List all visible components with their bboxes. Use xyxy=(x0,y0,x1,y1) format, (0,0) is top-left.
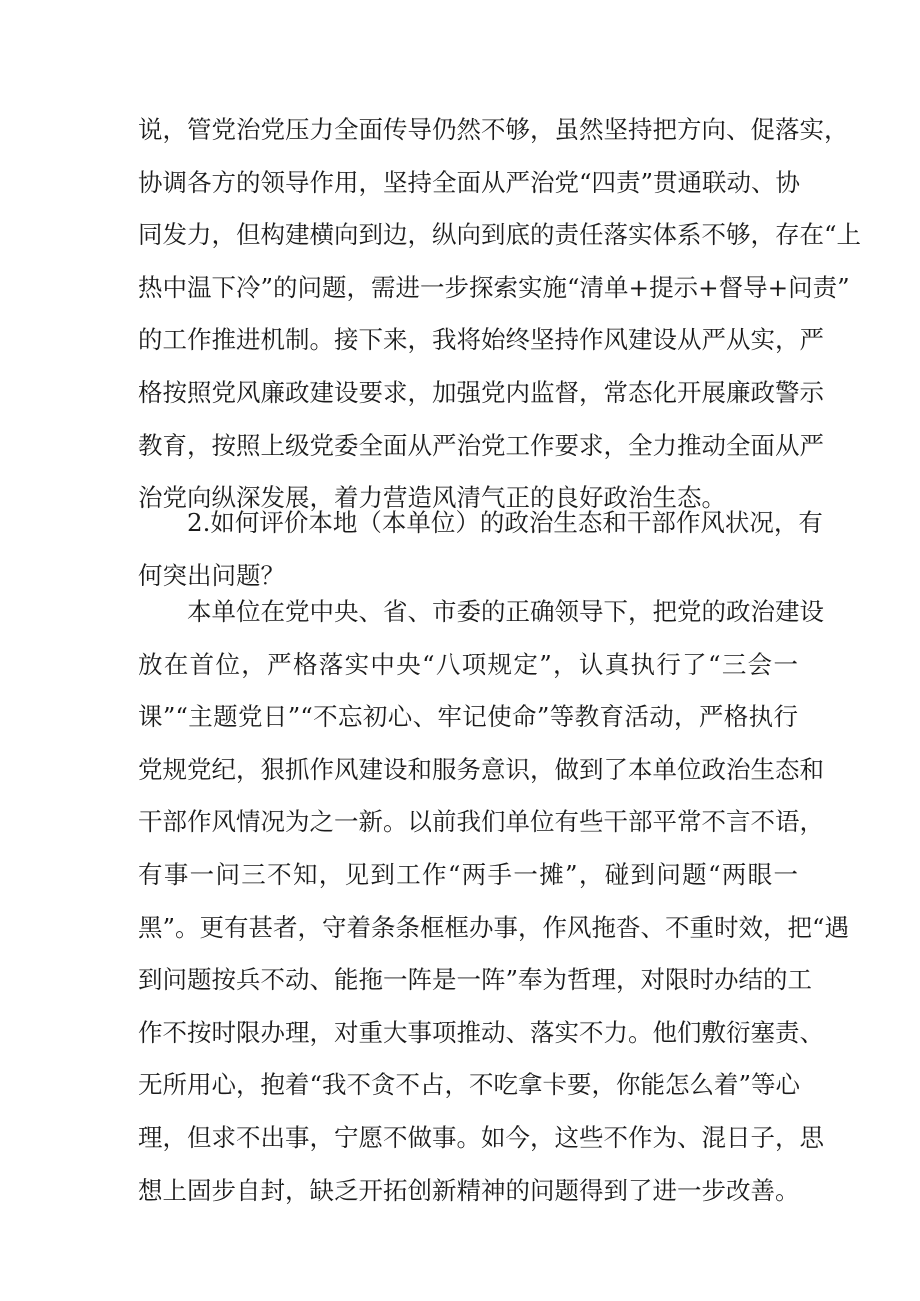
paragraph-2-line-8: 到问题按兵不动、能拖一阵是一阵”奉为哲理，对限时办结的工 xyxy=(138,965,813,995)
paragraph-2-line-1: 本单位在党中央、省、市委的正确领导下，把党的政治建设 xyxy=(187,597,824,626)
paragraph-1-line-2: 协调各方的领导作用，坚持全面从严治党“四责”贯通联动、协 xyxy=(138,167,801,197)
paragraph-2-line-6: 有事一问三不知，见到工作“两手一摊”，碰到问题“两眼一 xyxy=(138,859,798,889)
paragraph-1 xyxy=(138,104,862,525)
paragraph-2-line-11: 理，但求不出事，宁愿不做事。如今，这些不作为、混日子，思 xyxy=(138,1122,824,1152)
question-2-line-2: 何突出问题？ xyxy=(138,560,285,590)
paragraph-1-line-7: 教育，按照上级党委全面从严治党工作要求，全力推动全面从严 xyxy=(138,430,824,460)
paragraph-2 xyxy=(138,586,850,1217)
paragraph-2-line-3: 课”“主题党日”“不忘初心、牢记使命”等教育活动，严格执行 xyxy=(138,702,798,732)
paragraph-1-line-1: 说，管党治党压力全面传导仍然不够，虽然坚持把方向、促落实， xyxy=(138,115,849,144)
paragraph-1-line-8: 治党向纵深发展，着力营造风清气正的良好政治生态。 xyxy=(138,483,726,513)
paragraph-2-line-7: 黑”。更有甚者，守着条条框框办事，作风拖沓、不重时效，把“遇 xyxy=(138,912,850,942)
paragraph-1-line-6: 格按照党风廉政建设要求，加强党内监督，常态化开展廉政警示 xyxy=(138,377,824,407)
paragraph-1-line-4: 热中温下冷”的问题，需进一步探索实施“清单+提示+督导+问责” xyxy=(138,272,850,302)
paragraph-2-line-10: 无所用心，抱着“我不贪不占，不吃拿卡要，你能怎么着”等心 xyxy=(138,1070,801,1100)
paragraph-1-line-3: 同发力，但构建横向到边，纵向到底的责任落实体系不够，存在“上 xyxy=(138,220,862,250)
question-2-line-1: 2.如何评价本地（本单位）的政治生态和干部作风状况，有 xyxy=(187,508,823,537)
paragraph-2-line-12: 想上固步自封，缺乏开拓创新精神的问题得到了进一步改善。 xyxy=(138,1175,800,1205)
paragraph-2-line-4: 党规党纪，狠抓作风建设和服务意识，做到了本单位政治生态和 xyxy=(138,754,824,784)
paragraph-1-line-5: 的工作推进机制。接下来，我将始终坚持作风建设从严从实，严 xyxy=(138,325,824,355)
paragraph-2-line-2: 放在首位，严格落实中央“八项规定”，认真执行了“三会一 xyxy=(138,649,798,679)
paragraph-2-line-9: 作不按时限办理，对重大事项推动、落实不力。他们敷衍塞责、 xyxy=(138,1017,824,1047)
paragraph-2-line-5: 干部作风情况为之一新。以前我们单位有些干部平常不言不语， xyxy=(138,807,824,837)
